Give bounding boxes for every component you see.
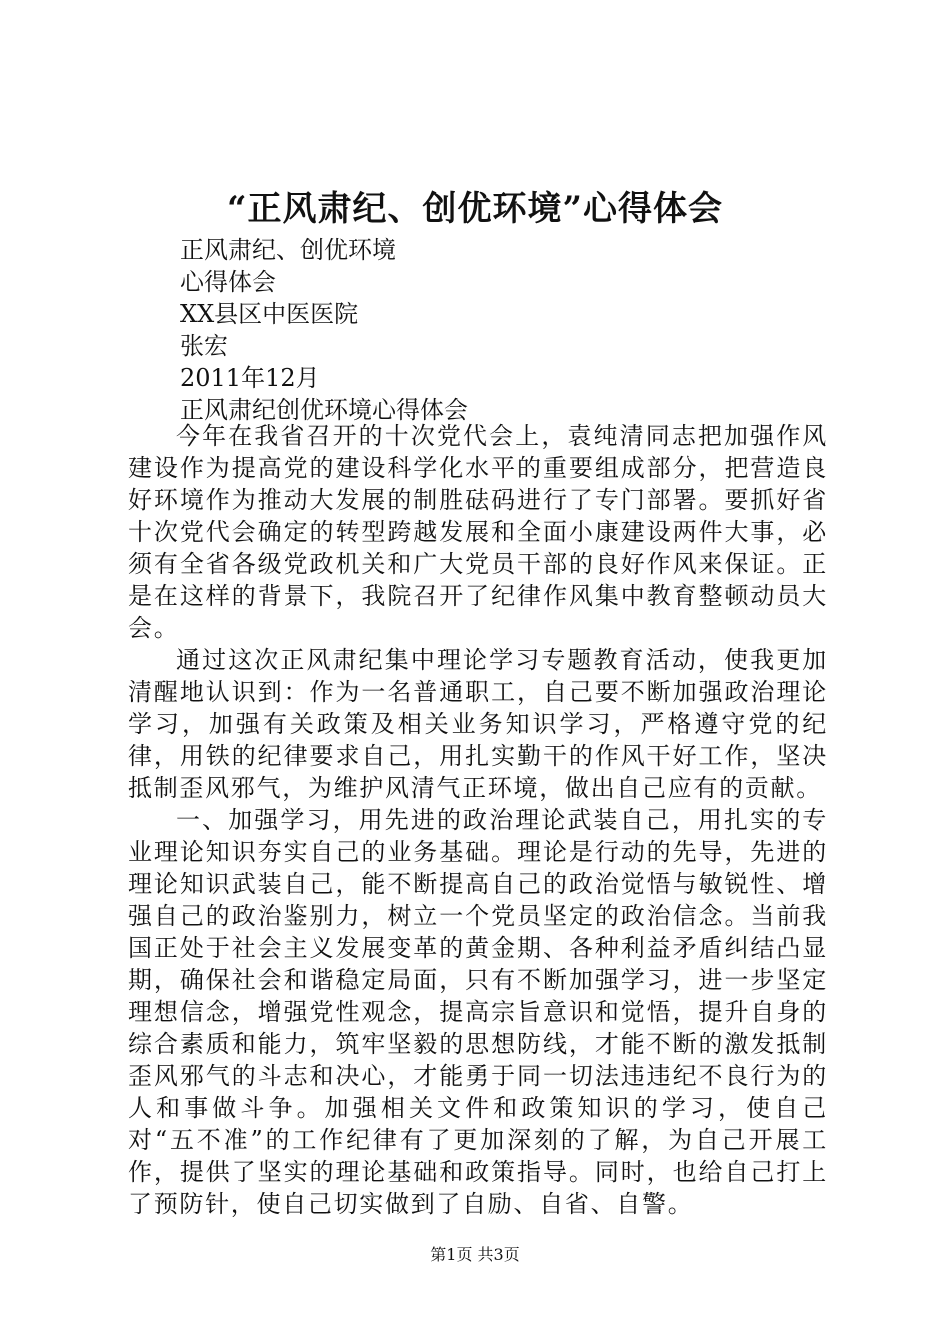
- body-paragraph: 一、加强学习，用先进的政治理论武装自己，用扎实的专业理论知识夯实自己的业务基础。理论是行动的先导，先进的理论知识武装自己，能不断提高自己的政治觉悟与敏锐性、增强自己的政治鉴别力，树立一个党员坚定的政治信念。当前我国正处于社会主义发展变革的黄金期、各种利益矛盾纠结凸显期，确保社会和谐稳定局面，只有不断加强学习，进一步坚定理想信念，增强党性观念，提高宗旨意识和觉悟，提升自身的综合素质和能力，筑牢坚毅的思想防线，才能不断的激发抵制歪风邪气的斗志和决心，才能勇于同一切法违违纪不良行为的人和事做斗争。加强相关文件和政策知识的学习，使自己对“五不准”的工作纪律有了更加深刻的了解，为自己开展工作，提供了坚实的理论基础和政策指导。同时，也给自己打上了预防针，使自己切实做到了自励、自省、自警。: [128, 806, 828, 1218]
- body-paragraph: 今年在我省召开的十次党代会上，袁纯清同志把加强作风建设作为提高党的建设科学化水平的重要组成部分，把营造良好环境作为推动大发展的制胜砝码进行了专门部署。要抓好省十次党代会确定的转型跨越发展和全面小康建设两件大事，必须有全省各级党政机关和广大党员干部的良好作风来保证。正是在这样的背景下，我院召开了纪律作风集中教育整顿动员大会。: [128, 422, 828, 642]
- document-title: “正风肃纪、创优环境”心得体会: [226, 189, 724, 229]
- meta-line-organization: XX县区中医医院: [180, 300, 359, 328]
- meta-line-date: 2011年12月: [180, 364, 320, 392]
- document-body: [128, 420, 828, 1220]
- body-paragraph: 通过这次正风肃纪集中理论学习专题教育活动，使我更加清醒地认识到：作为一名普通职工，自己要不断加强政治理论学习，加强有关政策及相关业务知识学习，严格遵守党的纪律，用铁的纪律要求自己，用扎实勤干的作风干好工作，坚决抵制歪风邪气，为维护风清气正环境，做出自己应有的贡献。: [128, 646, 828, 802]
- meta-line-subtitle: 心得体会: [180, 268, 276, 296]
- document-meta: [180, 234, 820, 426]
- meta-line-topic: 正风肃纪、创优环境: [180, 236, 396, 264]
- page-number-footer: 第1页 共3页: [430, 1245, 520, 1264]
- meta-line-heading: 正风肃纪创优环境心得体会: [180, 396, 468, 424]
- meta-line-author: 张宏: [180, 332, 228, 360]
